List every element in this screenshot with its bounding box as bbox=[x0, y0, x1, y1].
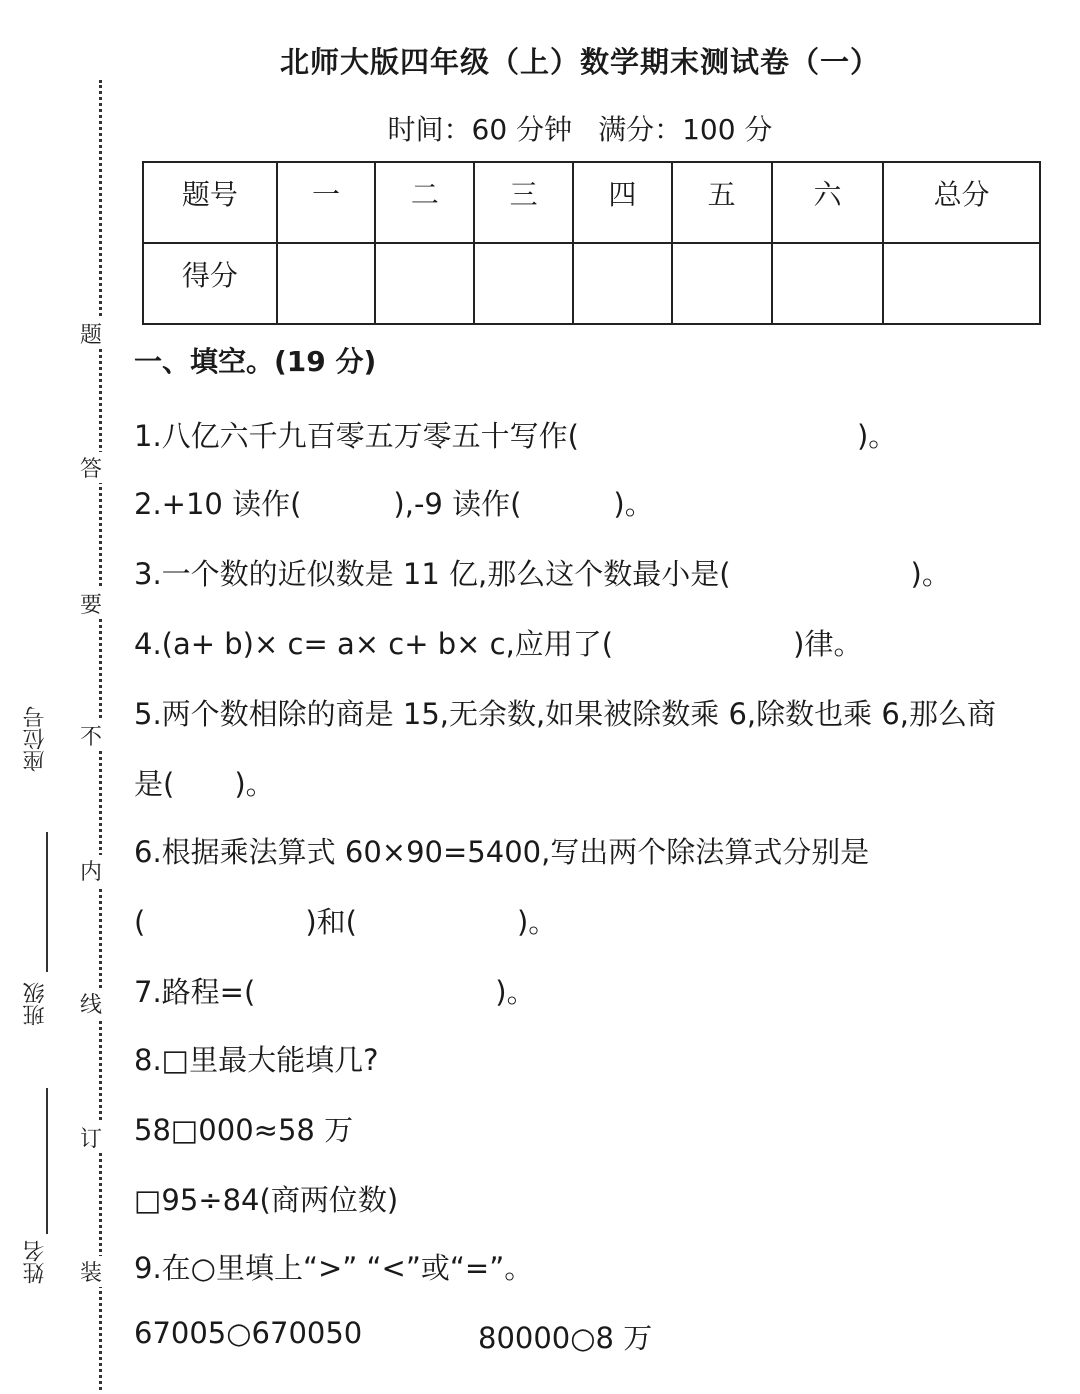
score-table bbox=[142, 161, 1041, 325]
score-row-label: 得分 bbox=[143, 243, 277, 324]
score-cell[interactable] bbox=[772, 243, 884, 324]
question-9-item: 80000○8 万 bbox=[478, 1321, 653, 1355]
question-9-item: 67005○670050 bbox=[134, 1316, 363, 1350]
question-4: 4.(a+ b)× c= a× c+ b× c,应用了( )律。 bbox=[134, 627, 863, 661]
score-cell[interactable] bbox=[573, 243, 672, 324]
table-header-row bbox=[143, 162, 1040, 243]
seal-char: 要 bbox=[80, 588, 102, 619]
section-heading: 一、填空。(19 分) bbox=[134, 345, 377, 378]
full-score: 满分：100 分 bbox=[598, 113, 773, 146]
name-field-line[interactable] bbox=[46, 1088, 48, 1234]
exam-subtitle bbox=[130, 108, 1030, 148]
score-cell[interactable] bbox=[672, 243, 772, 324]
table-header-cell: 题号 bbox=[143, 162, 277, 243]
table-score-row bbox=[143, 243, 1040, 324]
binding-margin bbox=[0, 0, 120, 1394]
question-2: 2.+10 读作( ),-9 读作( )。 bbox=[134, 487, 654, 521]
table-header-cell: 三 bbox=[474, 162, 573, 243]
name-label: 姓名 bbox=[23, 1240, 48, 1284]
seal-char: 线 bbox=[80, 988, 102, 1019]
question-5-continued: 是( )。 bbox=[134, 767, 275, 801]
question-6: 6.根据乘法算式 60×90=5400,写出两个除法算式分别是 bbox=[134, 835, 870, 869]
score-cell[interactable] bbox=[277, 243, 376, 324]
table-header-cell: 总分 bbox=[883, 162, 1040, 243]
question-5: 5.两个数相除的商是 15,无余数,如果被除数乘 6,除数也乘 6,那么商 bbox=[134, 697, 997, 731]
table-header-cell: 六 bbox=[772, 162, 884, 243]
question-3: 3.一个数的近似数是 11 亿,那么这个数最小是( )。 bbox=[134, 557, 951, 591]
question-8-item: □95÷84(商两位数) bbox=[134, 1183, 399, 1217]
seal-char: 订 bbox=[80, 1122, 102, 1153]
table-header-cell: 一 bbox=[277, 162, 376, 243]
score-cell[interactable] bbox=[474, 243, 573, 324]
time-limit: 时间：60 分钟 bbox=[387, 113, 573, 146]
seal-char: 装 bbox=[80, 1256, 102, 1287]
class-field-line[interactable] bbox=[46, 832, 48, 972]
question-7: 7.路程=( )。 bbox=[134, 975, 536, 1009]
table-header-cell: 四 bbox=[573, 162, 672, 243]
question-1: 1.八亿六千九百零五万零五十写作( )。 bbox=[134, 419, 898, 453]
table-header-cell: 五 bbox=[672, 162, 772, 243]
class-label: 班级 bbox=[23, 982, 48, 1026]
question-9: 9.在○里填上“>” “<”或“=”。 bbox=[134, 1251, 534, 1285]
seal-char: 题 bbox=[80, 318, 102, 349]
question-8: 8.□里最大能填几? bbox=[134, 1043, 379, 1077]
score-cell[interactable] bbox=[375, 243, 474, 324]
question-6-continued: ( )和( )。 bbox=[134, 905, 558, 939]
question-8-item: 58□000≈58 万 bbox=[134, 1113, 354, 1147]
seal-char: 答 bbox=[80, 452, 102, 483]
seal-char: 不 bbox=[80, 720, 102, 751]
seal-char: 内 bbox=[80, 855, 102, 886]
seat-number-label: 座位号 bbox=[23, 706, 48, 772]
score-cell[interactable] bbox=[883, 243, 1040, 324]
table-header-cell: 二 bbox=[375, 162, 474, 243]
exam-title: 北师大版四年级（上）数学期末测试卷（一） bbox=[279, 45, 880, 79]
